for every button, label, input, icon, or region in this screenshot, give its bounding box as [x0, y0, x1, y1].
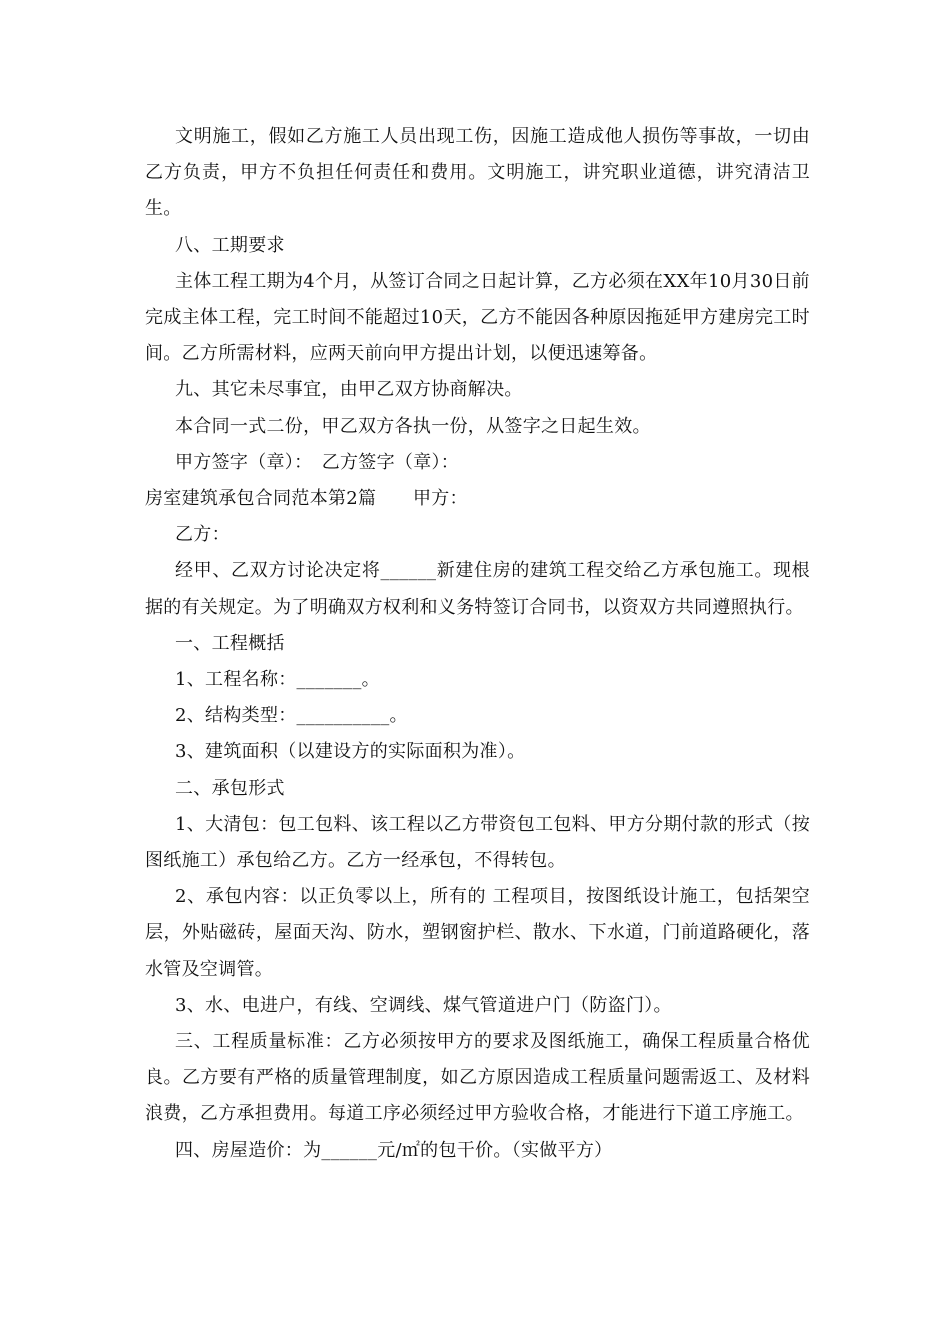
document-body	[145, 119, 810, 1169]
list-item: 3、建筑面积（以建设方的实际面积为准）。	[175, 741, 526, 763]
contract-title-line: 房室建筑承包合同范本第2篇 甲方：	[145, 488, 468, 510]
paragraph: 三、工程质量标准：乙方必须按甲方的要求及图纸施工，确保工程质量合格优良。乙方要有严格的质量管理制度，如乙方原因造成工程质量问题需返工、及材料浪费，乙方承担费用。每道工序必须经过甲方验收合格，才能进行下道工序施工。	[145, 1031, 810, 1125]
paragraph: 主体工程工期为4个月，从签订合同之日起计算，乙方必须在XX年10月30日前完成主体工程，完工时间不能超过10天，乙方不能因各种原因拖延甲方建房完工时间。乙方所需材料，应两天前向甲方提出计划，以便迅速筹备。	[145, 270, 810, 365]
section-heading: 二、承包形式	[175, 777, 285, 799]
paragraph: 四、房屋造价：为______元/㎡的包干价。（实做平方）	[175, 1139, 613, 1161]
paragraph: 本合同一式二份，甲乙双方各执一份，从签字之日起生效。	[175, 415, 651, 437]
section-heading: 一、工程概括	[175, 632, 285, 654]
section-heading: 八、工期要求	[175, 234, 285, 256]
list-item: 2、结构类型：__________。	[175, 705, 408, 727]
paragraph: 文明施工，假如乙方施工人员出现工伤，因施工造成他人损伤等事故，一切由乙方负责，甲方不负担任何责任和费用。文明施工，讲究职业道德，讲究清洁卫生。	[145, 126, 810, 220]
list-item: 1、大清包：包工包料、该工程以乙方带资包工包料、甲方分期付款的形式（按图纸施工）承包给乙方。乙方一经承包，不得转包。	[145, 813, 810, 872]
list-item: 1、工程名称：_______。	[175, 669, 380, 691]
party-b-line: 乙方：	[175, 524, 230, 546]
paragraph: 九、其它未尽事宜，由甲乙双方协商解决。	[175, 379, 523, 401]
signature-line: 甲方签字（章）： 乙方签字（章）：	[175, 451, 460, 473]
paragraph: 经甲、乙双方讨论决定将______新建住房的建筑工程交给乙方承包施工。现根据的有关规定。为了明确双方权利和义务特签订合同书，以资双方共同遵照执行。	[145, 560, 810, 618]
list-item: 2、承包内容：以正负零以上，所有的 工程项目，按图纸设计施工，包括架空层，外贴磁砖，屋面天沟、防水，塑钢窗护栏、散水、下水道，门前道路硬化，落水管及空调管。	[145, 886, 810, 980]
list-item: 3、水、电进户，有线、空调线、煤气管道进户门（防盗门）。	[175, 994, 672, 1016]
